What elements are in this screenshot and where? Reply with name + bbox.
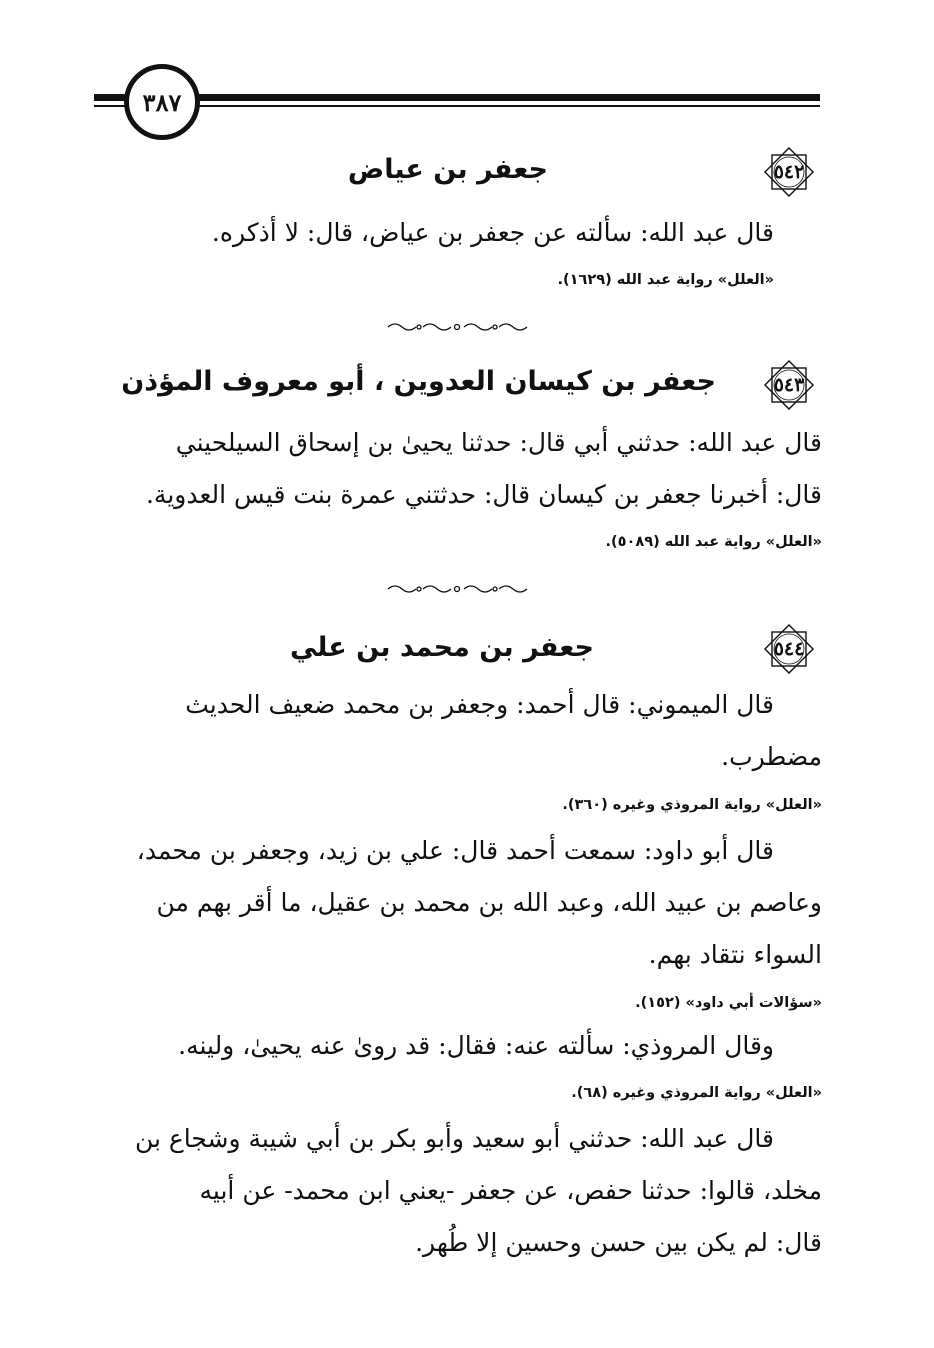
narration-line: [135, 1124, 774, 1153]
narration-text: قال عبد الله: حدثني أبو سعيد وأبو بكر بن أبي شيبة وشجاع بن: [134, 1124, 774, 1153]
section-divider-ornament: [385, 321, 530, 333]
narration-text: وعاصم بن عبيد الله، وعبد الله بن محمد بن عقيل، ما أقر بهم من: [156, 888, 822, 917]
reference-citation: «العلل» رواية المروذي وغيره (٦٨).: [571, 1085, 822, 1101]
narration-line: [102, 428, 822, 457]
entry-number-label: ٥٤٣: [773, 374, 805, 396]
narration-line: [156, 888, 822, 917]
entry-title: جعفر بن محمد بن علي: [289, 632, 594, 663]
entry-number-badge: [760, 143, 818, 201]
narration-text: وقال المروذي: سألته عنه: فقال: قد روىٰ عنه يحيىٰ، ولينه.: [178, 1031, 774, 1060]
entry-number-label: ٥٤٢: [773, 161, 805, 183]
entry-number-badge: [760, 620, 818, 678]
narration-line: [185, 690, 774, 719]
narration-line: [200, 1176, 822, 1205]
reference-citation: «العلل» رواية عبد الله (٥٠٨٩).: [605, 534, 822, 550]
header-rule: [94, 94, 820, 112]
reference-citation: «العلل» رواية المروذي وغيره (٣٦٠).: [562, 797, 822, 813]
reference-citation: «سؤالات أبي داود» (١٥٢).: [635, 995, 822, 1011]
header-rule-thin: [94, 105, 820, 107]
narration-text: قال: أخبرنا جعفر بن كيسان قال: حدثتني عمرة بنت قيس العدوية.: [145, 480, 822, 509]
entry-title: جعفر بن كيسان العدوين ، أبو معروف المؤذن: [121, 366, 716, 397]
narration-text: قال الميموني: قال أحمد: وجعفر بن محمد ضعيف الحديث: [185, 690, 774, 719]
narration-line: [415, 1228, 822, 1257]
page-number: ٣٨٧: [124, 64, 200, 140]
narration-text: السواء نتقاد بهم.: [648, 940, 822, 969]
header-rule-thick: [94, 94, 820, 101]
entry-number-badge: [760, 356, 818, 414]
narration-line: [649, 940, 822, 969]
reference-citation: «العلل» رواية عبد الله (١٦٢٩).: [557, 272, 774, 288]
narration-line: [721, 742, 822, 771]
narration-line: [178, 1031, 774, 1060]
narration-line: [145, 480, 822, 509]
narration-text: قال أبو داود: سمعت أحمد قال: علي بن زيد، وجعفر بن محمد،: [136, 836, 774, 865]
narration-text: مخلد، قالوا: حدثنا حفص، عن جعفر -يعني ابن محمد- عن أبيه: [199, 1176, 822, 1205]
narration-line: [137, 836, 774, 865]
entry-number-label: ٥٤٤: [773, 638, 805, 660]
narration-text: مضطرب.: [721, 742, 822, 771]
narration-line: [212, 218, 774, 247]
narration-text: قال عبد الله: سألته عن جعفر بن عياض، قال: لا أذكره.: [211, 218, 774, 247]
entry-title: جعفر بن عياض: [347, 154, 548, 185]
section-divider-ornament: [385, 583, 530, 595]
narration-text: قال عبد الله: حدثني أبي قال: حدثنا يحيىٰ بن إسحاق السيلحيني: [175, 428, 822, 457]
narration-text: قال: لم يكن بين حسن وحسين إلا طُهر.: [415, 1228, 822, 1257]
